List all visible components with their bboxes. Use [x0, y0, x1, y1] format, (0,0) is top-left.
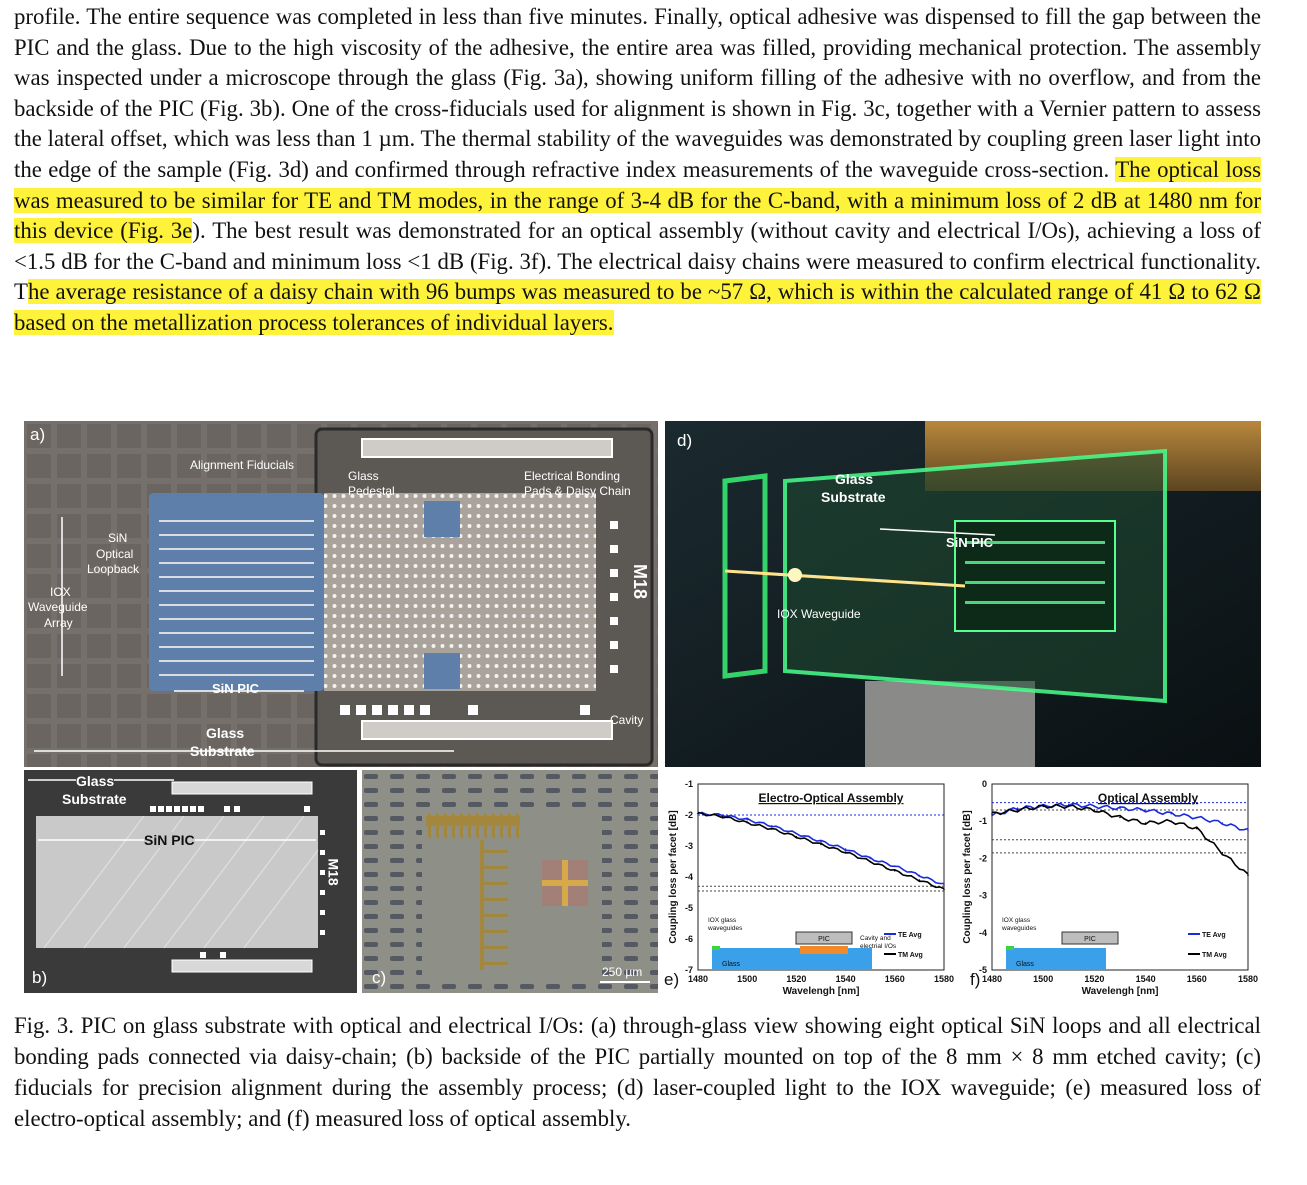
chart1-data-point: [1119, 817, 1121, 819]
chart1-data-point: [1196, 817, 1198, 819]
chart0-y-tick-label: -3: [684, 841, 693, 851]
chart1-data-point: [1170, 820, 1172, 822]
chart0-x-tick-label: 1520: [786, 974, 807, 984]
chart0-data-point: [919, 879, 921, 881]
chart1-data-point: [1017, 807, 1019, 809]
chart1-data-point: [1042, 806, 1044, 808]
label-glass-substrate-2: Substrate: [190, 743, 255, 759]
chart1-data-point: [1094, 809, 1096, 811]
chart1-series-line-tm: [992, 805, 1248, 875]
chart1-x-tick-label: 1580: [1237, 974, 1259, 984]
chart1-plot-frame: [992, 784, 1248, 970]
chart1-inset-iox-label-1: IOX glass: [1002, 917, 1031, 924]
chart0-data-point: [820, 841, 822, 843]
highlight-resistance: he average resistance of a daisy chain with 96 bumps was measured to be ~57 Ω, which is within the calculated range of 41 Ω to 62 Ω based on the metallization process tolerances of individual layers.: [14, 279, 1261, 335]
chart0-y-axis-label: Coupling loss per facet [dB]: [668, 810, 679, 944]
chart1-data-point: [991, 813, 993, 815]
chart0-legend-label: TE Avg: [898, 932, 922, 939]
chart0-x-tick-label: 1500: [737, 974, 758, 984]
chart1-data-point: [1094, 806, 1096, 808]
label-b-glass-1: Glass: [76, 773, 115, 789]
chart1-inset-iox-label-2: waveguides: [1002, 925, 1037, 932]
chart1-x-tick-label: 1560: [1186, 974, 1207, 984]
label-alignment-fiducials: Alignment Fiducials: [190, 458, 295, 472]
chart1-data-point: [1119, 807, 1121, 809]
chart0-data-point: [845, 848, 847, 850]
chart0-inset-iox-label-2: waveguides: [708, 925, 743, 932]
figure-caption: Fig. 3. PIC on glass substrate with optical and electrical I/Os: (a) through-glass view showing eight optical SiN loops and all electrical bonding pads connected via daisy-chain; (b) backside of the PIC partially mounted on top of the 8 mm × 8 mm etched cavity; (c) fiducials for precision alignment during the assembly process; (d) laser-coupled light to the IOX waveguide; (e) measured loss of electro-optical assembly; and (f) measured loss of optical assembly.: [14, 1013, 1261, 1131]
chart0-y-tick-label: -6: [684, 934, 693, 944]
label-d-glass-2: Substrate: [821, 489, 886, 505]
chart1-data-point: [1145, 809, 1147, 811]
chart1-data-point: [1145, 822, 1147, 824]
chart0-data-point: [820, 844, 822, 846]
label-iox-1: IOX: [50, 585, 71, 599]
chart1-data-point: [1068, 804, 1070, 806]
label-d-sin-pic: SiN PIC: [946, 535, 993, 550]
chart1-data-point: [1017, 809, 1019, 811]
chart0-y-tick-label: -4: [684, 872, 693, 882]
chart0-inset-cavity-label-1: Cavity and: [860, 935, 891, 942]
chart0-x-axis-label: Wavelengh [nm]: [782, 986, 860, 997]
chart0-data-point: [943, 889, 945, 891]
chart0-x-tick-label: 1580: [933, 974, 955, 984]
chart1-legend-label: TM Avg: [1202, 952, 1227, 959]
chart-f: [962, 774, 1264, 997]
label-sin-loopback-3: Loopback: [87, 562, 140, 576]
chart1-inset-glass-label: Glass: [1016, 961, 1034, 968]
figure-panel-f: [962, 774, 1264, 997]
chart0-data-point: [771, 825, 773, 827]
chart0-data-point: [845, 851, 847, 853]
chart0-inset-cavity-label-2: electrial I/Os: [860, 943, 897, 950]
figure-panel-c: [362, 770, 658, 993]
chart1-data-point: [1068, 806, 1070, 808]
chart0-x-tick-label: 1480: [687, 974, 709, 984]
chart0-data-point: [894, 865, 896, 867]
chip-mark-b: M18: [325, 858, 342, 886]
highlight-optical-loss: The optical loss was measured to be similar for TE and TM modes, in the range of 3-4 dB for the C-band, with a minimum loss of 2 dB at 1480 nm for this device (Fig. 3e: [14, 156, 1262, 244]
chart0-data-point: [722, 814, 724, 816]
chart1-x-tick-label: 1480: [981, 974, 1003, 984]
chart1-data-point: [991, 815, 993, 817]
chart0-data-point: [869, 861, 871, 863]
panel-c-drawing: [362, 770, 658, 993]
chart0-data-point: [796, 833, 798, 835]
chart1-y-tick-label: 0: [981, 779, 987, 789]
chart1-x-tick-label: 1520: [1084, 974, 1105, 984]
chart0-x-tick-label: 1540: [835, 974, 856, 984]
chart1-title: Optical Assembly: [1097, 791, 1199, 805]
chart1-x-axis-label: Wavelengh [nm]: [1081, 986, 1159, 997]
chart0-inset-iox-label-1: IOX glass: [708, 917, 737, 924]
chart1-x-tick-label: 1500: [1033, 974, 1054, 984]
panel-e-label: e): [664, 970, 680, 989]
label-iox-2: Waveguide: [28, 600, 88, 614]
label-sin-pic: SiN PIC: [212, 681, 259, 696]
paragraph-text-2: ). The best result was demonstrated for an optical assembly (without cavity and electrical I/Os), achieving a loss of <1.5 dB for the C-band and minimum loss <1 dB (Fig. 3f). The electrical daisy chains were measured to confirm electrical functionality. T: [14, 218, 1261, 305]
chart1-y-tick-label: -5: [978, 965, 987, 975]
label-iox-3: Array: [44, 616, 73, 630]
label-sin-loopback-1: SiN: [108, 531, 128, 545]
label-d-glass-1: Glass: [835, 471, 874, 487]
chart0-data-point: [722, 816, 724, 818]
panel-d-label: d): [677, 431, 693, 450]
chart1-x-tick-label: 1540: [1135, 974, 1156, 984]
figure-panel-d: [665, 421, 1261, 767]
figure-panel-e: [662, 774, 968, 996]
chart0-inset-glass-label: Glass: [722, 961, 740, 968]
chart1-data-point: [1247, 874, 1249, 876]
panel-a-label: a): [30, 425, 46, 444]
chart-e: [662, 774, 968, 996]
chart0-data-point: [919, 875, 921, 877]
chart1-data-point: [1170, 813, 1172, 815]
chart1-data-point: [1247, 830, 1249, 832]
panel-f-label: f): [970, 970, 981, 989]
panel-b-label: b): [32, 968, 48, 987]
chart0-data-point: [746, 819, 748, 821]
chart0-data-point: [746, 822, 748, 824]
figure-panel-a: [24, 421, 658, 767]
chart0-legend-label: TM Avg: [898, 952, 923, 959]
label-glass-substrate-1: Glass: [206, 725, 245, 741]
chart0-data-point: [869, 858, 871, 860]
chart0-series-line-te: [698, 813, 944, 884]
chart1-inset-pic-label: PIC: [1084, 936, 1096, 943]
chart1-data-point: [1196, 828, 1198, 830]
chart0-data-point: [796, 836, 798, 838]
chart0-y-tick-label: -1: [684, 779, 693, 789]
chart0-y-tick-label: -5: [684, 903, 693, 913]
chart0-inset-cavity: [800, 946, 848, 954]
label-d-iox: IOX Waveguide: [777, 607, 861, 621]
chart0-data-point: [771, 828, 773, 830]
panel-c-label: c): [372, 968, 387, 987]
label-bonding-pads-1: Electrical Bonding: [524, 469, 621, 483]
paragraph-text-1: profile. The entire sequence was completed in less than five minutes. Finally, optical adhesive was dispensed to fill the gap between the PIC and the glass. Due to the high viscosity of the adhesive, the entire area was filled, providing mechanical protection. The assembly was inspected under a microscope through the glass (Fig. 3a), showing uniform filling of the adhesive with no overflow, and from the backside of the PIC (Fig. 3b). One of the cross-fiducials used for alignment is shown in Fig. 3c, together with a Vernier pattern to assess the lateral offset, which was less than 1 µm. The thermal stability of the waveguides was demonstrated by coupling green laser light into the edge of the sample (Fig. 3d) and confirmed through refractive index measurements of the waveguide cross-section.: [14, 4, 1261, 182]
body-paragraph: [14, 2, 1261, 339]
chart1-legend-label: TE Avg: [1202, 932, 1226, 939]
chart1-inset-waveguide: [1006, 946, 1014, 950]
chart0-title: Electro-Optical Assembly: [758, 791, 904, 805]
chart1-data-point: [1222, 852, 1224, 854]
chart1-y-tick-label: -4: [978, 927, 987, 938]
label-cavity: Cavity: [610, 713, 644, 727]
label-glass-pedestal-1: Glass: [348, 469, 379, 483]
chart0-inset-pic-label: PIC: [818, 936, 830, 943]
chart0-y-tick-label: -2: [684, 810, 693, 820]
label-glass-pedestal-2: Pedestal: [348, 484, 395, 498]
chart1-data-point: [1222, 822, 1224, 824]
chart1-y-tick-label: -2: [978, 853, 987, 864]
scale-bar-label: 250 µm: [602, 965, 643, 979]
chart0-data-point: [697, 813, 699, 815]
label-b-sin-pic: SiN PIC: [144, 832, 195, 848]
chart1-y-tick-label: -1: [978, 816, 987, 827]
chart0-x-tick-label: 1560: [884, 974, 905, 984]
label-bonding-pads-2: Pads & Daisy Chain: [524, 484, 631, 498]
chart1-y-axis-label: Coupling loss per facet [dB]: [962, 810, 973, 944]
chart1-y-tick-label: -3: [978, 890, 987, 901]
chart0-data-point: [894, 870, 896, 872]
figure-panel-b: [24, 770, 357, 993]
chip-mark-a: M18: [630, 563, 651, 600]
label-b-glass-2: Substrate: [62, 791, 127, 807]
chart0-data-point: [943, 884, 945, 886]
chart0-inset-waveguide: [712, 946, 720, 950]
panel-d-drawing: [665, 421, 1261, 767]
label-sin-loopback-2: Optical: [96, 547, 134, 561]
chart0-y-tick-label: -7: [684, 965, 693, 975]
chart0-series-line-tm: [698, 812, 944, 888]
